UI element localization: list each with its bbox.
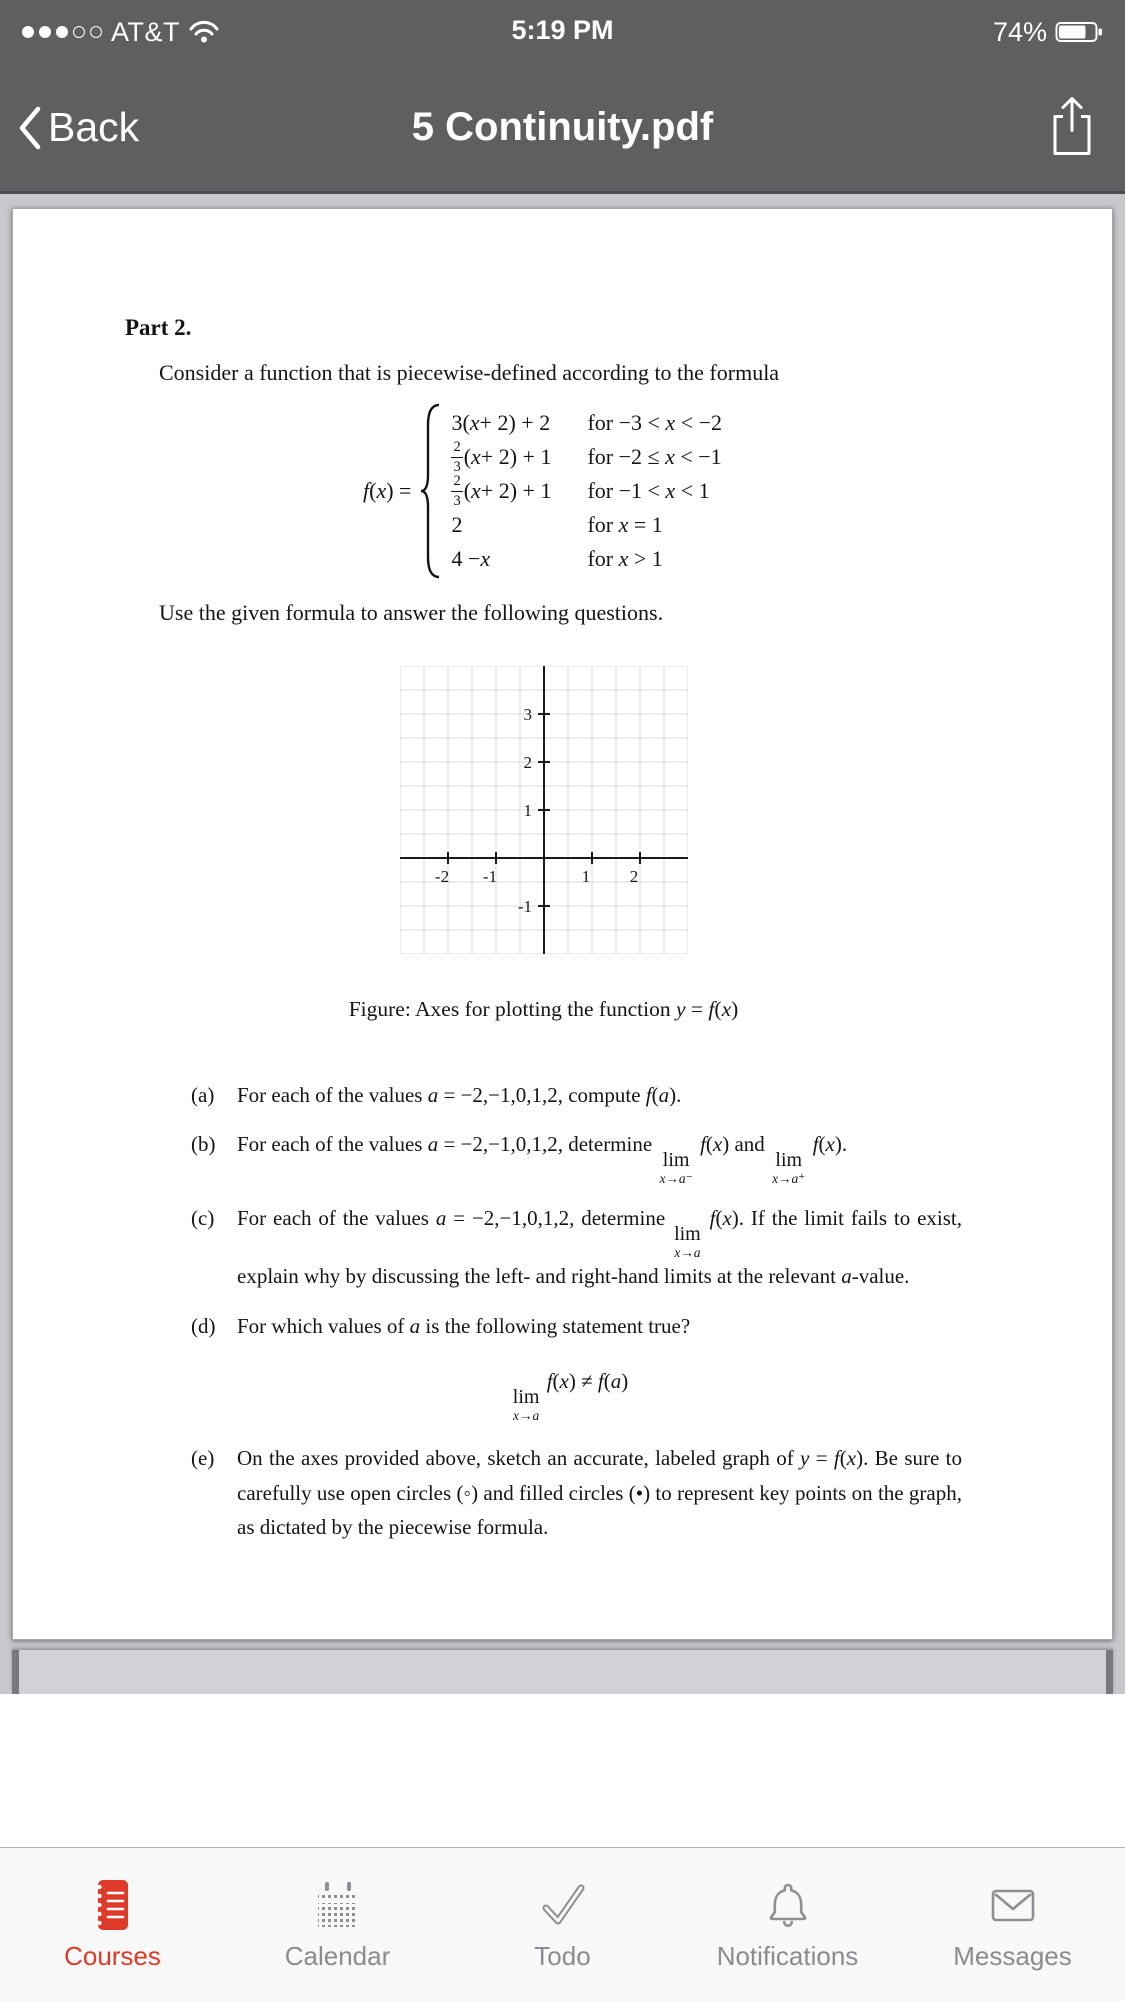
question-item [191, 1441, 962, 1545]
display-equation: lim x→a f(x) ≠ f(a) [512, 1368, 629, 1423]
fraction: $\frac{2}{3}$ [453, 473, 461, 509]
math-var: a [427, 1132, 439, 1157]
math-var: f [709, 1205, 716, 1230]
limit-operator: lim x→a⁻ [659, 1149, 693, 1187]
tab-bar [0, 1847, 1125, 2001]
tab-calendar[interactable] [225, 1848, 450, 2001]
math-var: f [833, 1446, 840, 1471]
signal-dot [22, 26, 34, 38]
math-var: a [841, 1264, 852, 1289]
math-var: x [618, 546, 629, 572]
cell-signal-icon [22, 26, 102, 38]
pdf-scroll-area[interactable] [0, 194, 1125, 1694]
question-label: (d) [191, 1313, 216, 1338]
svg-text:1: 1 [523, 801, 532, 821]
app-background [0, 1694, 1125, 1847]
question-text: For each of the values a = −2,−1,0,1,2, compute f(a). [237, 1082, 682, 1107]
math-var: f [812, 1132, 819, 1157]
battery-icon [1055, 20, 1103, 44]
courses-book-icon [85, 1877, 141, 1933]
math-var: a [409, 1313, 421, 1338]
signal-dot [73, 26, 85, 38]
page-content [13, 209, 1112, 1545]
math-var: x [376, 478, 387, 504]
svg-text:2: 2 [629, 867, 638, 887]
tab-label: Messages [953, 1941, 1072, 1971]
question-label: (c) [191, 1205, 215, 1230]
fraction: $\frac{2}{3}$ [453, 439, 461, 475]
question-text: On the axes provided above, sketch an accurate, labeled graph of y = f(x). Be sure to carefully use open circles (◦) and filled circles (•) to represent key points on the graph, as dictated by the piecewise formula. [237, 1446, 962, 1540]
math-var: x [480, 546, 491, 572]
piecewise-lhs: f(x) = [363, 478, 412, 504]
math-var: x [722, 1205, 732, 1230]
question-label: (b) [191, 1132, 216, 1157]
tab-label: Calendar [284, 1941, 391, 1971]
nav-bar [0, 64, 1125, 191]
math-var: f [363, 478, 370, 504]
document-title: 5 Continuity.pdf [411, 105, 714, 149]
status-left [22, 17, 219, 48]
math-var: x [471, 444, 481, 470]
question-item [191, 1309, 962, 1426]
intro-text: Consider a function that is piecewise-defined according to the formula [159, 359, 780, 385]
math-var: x [471, 478, 481, 504]
math-var: x [665, 444, 675, 470]
share-icon [1045, 94, 1099, 158]
signal-dot [56, 26, 68, 38]
pdf-page [12, 208, 1113, 1640]
svg-text:1: 1 [581, 867, 590, 887]
tab-notifications[interactable] [675, 1848, 900, 2001]
carrier-label: AT&T [111, 16, 180, 47]
todo-check-icon [535, 1877, 591, 1933]
math-var: x [712, 1132, 723, 1157]
bell-icon [760, 1877, 816, 1933]
question-item [191, 1201, 962, 1294]
question-label: (e) [191, 1446, 215, 1471]
share-button[interactable] [1045, 94, 1099, 161]
tab-label: Todo [534, 1941, 591, 1971]
left-brace-icon [419, 403, 441, 579]
math-var: a [427, 1082, 439, 1107]
question-item [191, 1127, 962, 1186]
math-var: y [675, 996, 686, 1021]
math-var: x [825, 1132, 835, 1157]
svg-text:-2: -2 [434, 867, 449, 887]
tab-messages[interactable] [900, 1848, 1125, 2001]
math-var: y [800, 1446, 810, 1471]
wifi-icon [189, 20, 219, 44]
signal-dot [39, 26, 51, 38]
app-header [0, 0, 1125, 194]
battery-percent: 74% [992, 16, 1047, 47]
question-item [191, 1078, 962, 1113]
piecewise-rows [451, 406, 722, 576]
math-var: x [721, 996, 732, 1021]
math-var: f [597, 1368, 604, 1393]
part-title: Part 2. [125, 315, 192, 340]
svg-text:3: 3 [523, 705, 532, 725]
piecewise-row: 2 for x = 1 [451, 512, 663, 538]
math-var: x [618, 512, 629, 538]
svg-text:2: 2 [523, 753, 532, 773]
svg-text:-1: -1 [482, 867, 497, 887]
math-var: x [846, 1446, 857, 1471]
piecewise-row: $\frac{2}{3}$ ( x + 2) + 1 for −1 < x < 1 [453, 473, 710, 509]
math-var: a [610, 1368, 622, 1393]
piecewise-row: 3( x + 2) + 2 for −3 < x < −2 [451, 406, 722, 440]
axes-plot [400, 666, 688, 954]
calendar-icon [310, 1877, 366, 1933]
math-var: a [435, 1205, 447, 1230]
axes-figure [125, 666, 962, 1024]
math-var: x [665, 478, 676, 504]
limit-operator: lim x→a [674, 1222, 701, 1260]
limit-operator: lim x→a⁺ [772, 1149, 806, 1187]
tab-label: Courses [64, 1941, 161, 1971]
status-bar [0, 0, 1125, 64]
after-formula-text: Use the given formula to answer the following questions. [159, 600, 664, 626]
math-var: f [546, 1368, 553, 1393]
question-text: For each of the values a = −2,−1,0,1,2, determine lim x→a⁻ f(x) and lim x→a⁺ f(x). [237, 1132, 848, 1187]
question-label: (a) [191, 1082, 215, 1107]
math-var: x [559, 1368, 569, 1393]
piecewise-row: 4 − x for x > 1 [451, 542, 722, 576]
clock: 5:19 PM [511, 15, 614, 45]
math-var: f [645, 1082, 652, 1107]
math-var: f [700, 1132, 706, 1157]
tab-todo[interactable] [450, 1848, 675, 2001]
math-var: f [708, 996, 715, 1021]
math-var: x [469, 410, 480, 436]
tab-courses[interactable] [0, 1848, 225, 2001]
envelope-icon [985, 1877, 1041, 1933]
svg-text:-1: -1 [517, 897, 532, 917]
next-page-edge [12, 1650, 1113, 1694]
math-var: a [658, 1082, 670, 1107]
math-var: x [665, 410, 676, 436]
limit-operator: lim x→a [512, 1385, 540, 1423]
back-label: Back [48, 104, 140, 150]
question-text: For each of the values a = −2,−1,0,1,2, determine lim x→a f(x). If the limit fails to exist, explain why by discussing the left- and right-hand limits at the relevant a-value. [237, 1205, 962, 1289]
piecewise-row: $\frac{2}{3}$ ( x + 2) + 1 for −2 ≤ x < −1 [453, 439, 722, 475]
status-right [993, 17, 1103, 48]
question-text: For which values of a is the following statement true? lim x→a f(x) ≠ f(a) [237, 1309, 962, 1426]
piecewise-function [363, 403, 962, 579]
tab-label: Notifications [716, 1941, 859, 1971]
questions-list [191, 1078, 962, 1545]
figure-caption: Figure: Axes for plotting the function y = f(x) [348, 996, 739, 1021]
signal-dot [90, 26, 102, 38]
